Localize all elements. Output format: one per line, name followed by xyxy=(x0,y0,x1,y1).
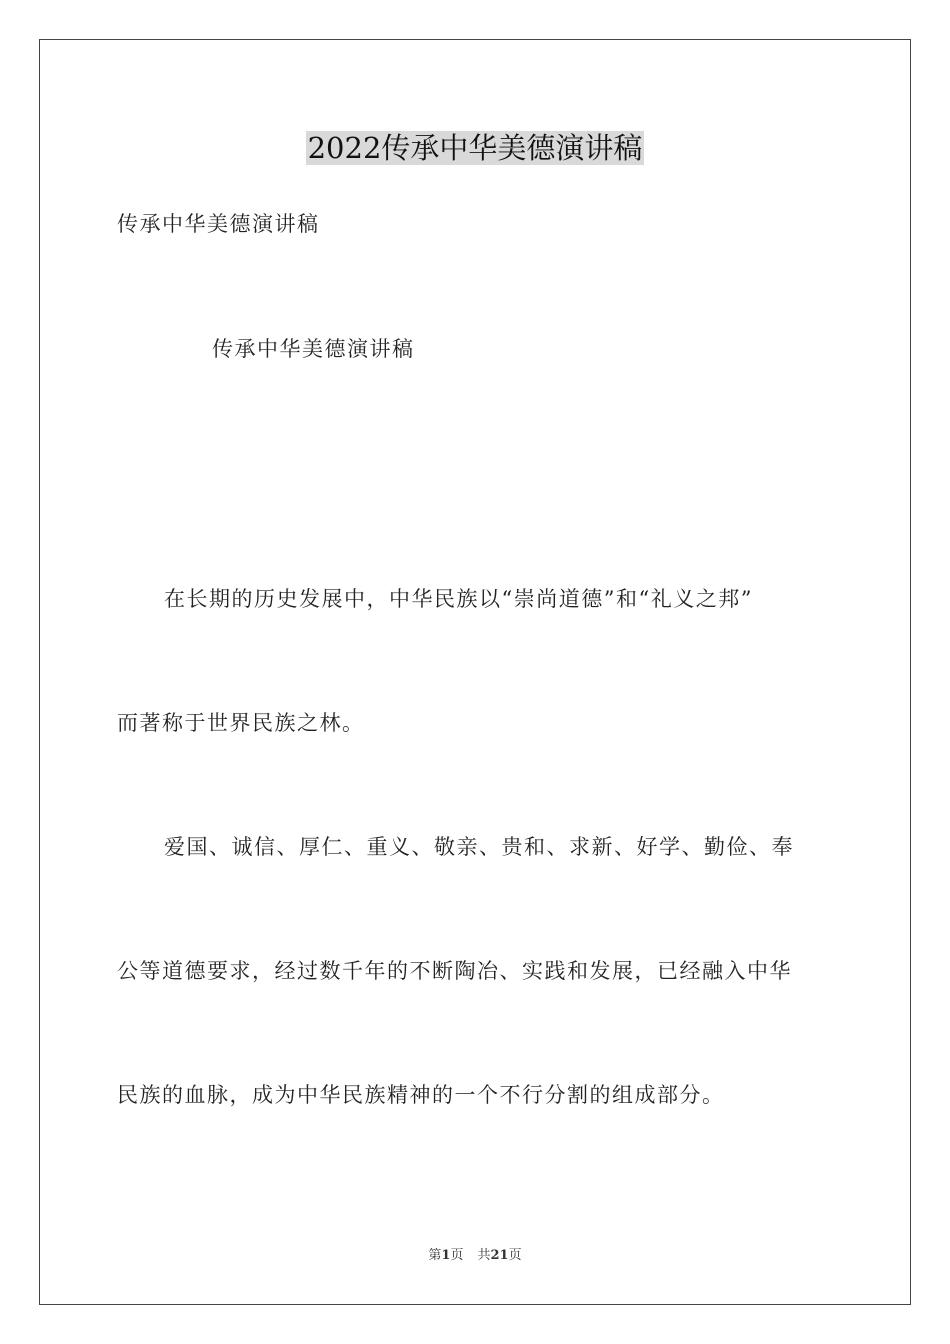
paragraph-2-line-2: 公等道德要求，经过数千年的不断陶冶、实践和发展，已经融入中华 xyxy=(117,959,792,983)
document-title xyxy=(0,128,950,168)
page-footer xyxy=(0,1247,950,1265)
total-suffix: 页 xyxy=(508,1248,522,1263)
paragraph-1-line-2: 而著称于世界民族之林。 xyxy=(117,711,365,735)
page-suffix: 页 xyxy=(450,1248,464,1263)
page-prefix: 第 xyxy=(428,1248,442,1263)
total-pages: 21 xyxy=(490,1248,509,1263)
paragraph-2-line-1: 爱国、诚信、厚仁、重义、敬亲、贵和、求新、好学、勤俭、奉 xyxy=(164,835,794,859)
subtitle-indented: 传承中华美德演讲稿 xyxy=(212,337,415,361)
page-number: 1 xyxy=(441,1248,451,1263)
paragraph-1-line-1: 在长期的历史发展中，中华民族以“崇尚道德”和“礼义之邦” xyxy=(164,587,753,611)
paragraph-2-line-3: 民族的血脉，成为中华民族精神的一个不行分割的组成部分。 xyxy=(117,1083,725,1107)
total-prefix: 共 xyxy=(477,1248,491,1263)
document-title-text: 2022传承中华美德演讲稿 xyxy=(307,131,643,165)
subtitle: 传承中华美德演讲稿 xyxy=(117,212,320,236)
